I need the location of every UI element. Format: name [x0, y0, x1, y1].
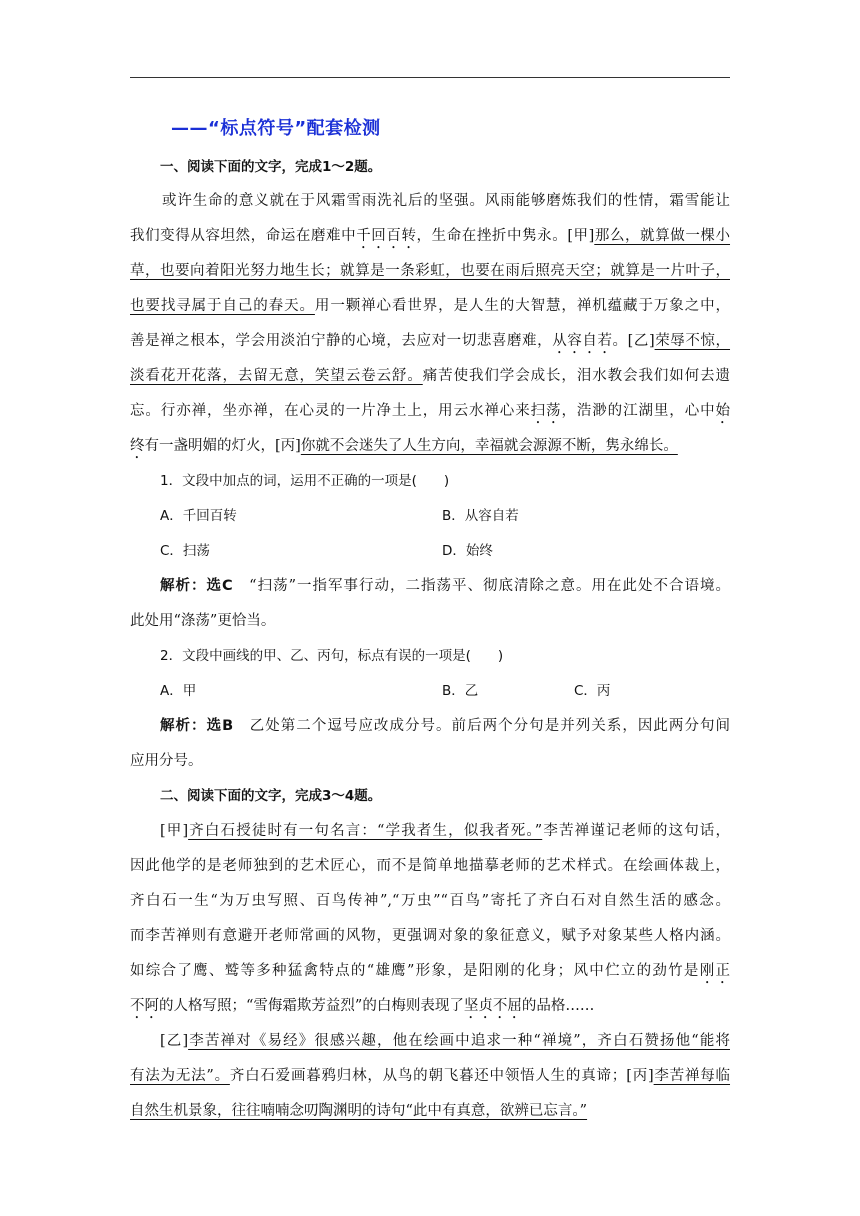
underlined-sentence-yi: 荣辱不惊，	[654, 333, 731, 349]
q1-answer-line-1: 解析：选C “扫荡”一指军事行动，二指荡平、彻底清除之意。用在此处不合语境。	[160, 578, 731, 594]
q1-option-c: C．扫荡	[160, 543, 210, 559]
underlined-sentence-jia: 那么，就算做一棵小	[594, 228, 731, 244]
q2-option-c: C．丙	[574, 683, 611, 699]
passage-line-3: 草，也要向着阳光努力地生长；就算是一条彩虹，也要在雨后照亮天空；就算是一片叶子，	[130, 263, 730, 279]
question-1-stem: 1．文段中加点的词，运用不正确的一项是( )	[160, 473, 450, 489]
passage-line-6: 淡看花开花落，去留无意，笑望云卷云舒。痛苦使我们学会成长，泪水教会我们如何去遗	[130, 368, 730, 384]
s2p1-line-2: 因此他学的是老师独到的艺术匠心，而不是简单地描摹老师的艺术样式。在绘画体裁上，	[130, 858, 730, 874]
s2p2-line-1: [乙]李苦禅对《易经》很感兴趣，他在绘画中追求一种“禅境”，齐白石赞扬他“能将	[160, 1033, 730, 1049]
passage-line-4: 也要找寻属于自己的春天。用一颗禅心看世界，是人生的大智慧，禅机蕴藏于万象之中，	[130, 298, 731, 314]
section1-heading: 一、阅读下面的文字，完成1～2题。	[160, 159, 382, 175]
s2p2-line-3: 自然生机景象，往往喃喃念叨陶渊明的诗句“此中有真意，欲辨已忘言。”	[130, 1103, 588, 1119]
s2p1-line-5: 如综合了鹰、鹫等多种猛禽特点的“雄鹰”形象，是阳刚的化身；风中伫立的劲竹是刚正	[130, 963, 730, 979]
q1-option-b: B．从容自若	[442, 508, 519, 524]
s2p1-line-1: [甲]齐白石授徒时有一句名言：“学我者生，似我者死。”李苦禅谨记老师的这句话，	[160, 823, 730, 839]
s2p2-line-2: 有法为无法”。齐白石爱画暮鸦归林，从鸟的朝飞暮还中领悟人生的真谛；[丙]李苦禅每临	[130, 1068, 731, 1084]
passage-line-5: 善是禅之根本，学会用淡泊宁静的心境，去应对一切悲喜磨难，从容自若。[乙]荣辱不惊，	[130, 333, 731, 349]
header-rule	[130, 77, 730, 78]
passage-line-1: 或许生命的意义就在于风霜雪雨洗礼后的坚强。风雨能够磨炼我们的性情，霜雪能让	[162, 193, 730, 209]
question-2-stem: 2．文段中画线的甲、乙、丙句，标点有误的一项是( )	[160, 648, 504, 664]
s2p1-line-3: 齐白石一生“为万虫写照、百鸟传神”,“万虫”“百鸟”寄托了齐白石对自然生活的感念。	[130, 893, 730, 909]
page-title: ——“标点符号”配套检测	[171, 118, 381, 139]
passage-line-8: 终有一盏明媚的灯火，[丙]你就不会迷失了人生方向，幸福就会源源不断，隽永绵长。	[130, 438, 678, 454]
q2-answer-line-2: 应用分号。	[130, 753, 203, 769]
dotted-word-saodang: 扫荡	[530, 403, 562, 419]
q2-answer-line-1: 解析：选B 乙处第二个逗号应改成分号。前后两个分句是并列关系，因此两分句间	[160, 718, 730, 734]
passage-line-2: 我们变得从容坦然，命运在磨难中千回百转，生命在挫折中隽永。[甲]那么，就算做一棵小	[130, 228, 731, 244]
underlined-sentence-bing: 你就不会迷失了人生方向，幸福就会源源不断，隽永绵长。	[300, 438, 678, 454]
dotted-word-congrongziruo: 从容自若	[552, 333, 613, 349]
s2p1-line-4: 而李苦禅则有意避开老师常画的风物，更强调对象的象征意义，赋予对象某些人格内涵。	[130, 928, 730, 944]
s2p1-line-6: 不阿的人格写照；“雪侮霜欺芳益烈”的白梅则表现了坚贞不屈的品格……	[130, 998, 595, 1014]
dotted-word-shizhong: 终	[130, 438, 145, 454]
q1-option-d: D．始终	[442, 543, 493, 559]
q2-option-b: B．乙	[442, 683, 479, 699]
q2-option-a: A．甲	[160, 683, 197, 699]
passage-line-7: 忘。行亦禅，坐亦禅，在心灵的一片净土上，用云水禅心来扫荡，浩渺的江湖里，心中始	[130, 403, 731, 419]
q1-answer-line-2: 此处用“涤荡”更恰当。	[130, 613, 276, 629]
section2-heading: 二、阅读下面的文字，完成3～4题。	[160, 788, 382, 804]
dotted-word-qianhuibaizhuan: 千回百转	[356, 228, 417, 244]
q1-option-a: A．千回百转	[160, 508, 237, 524]
